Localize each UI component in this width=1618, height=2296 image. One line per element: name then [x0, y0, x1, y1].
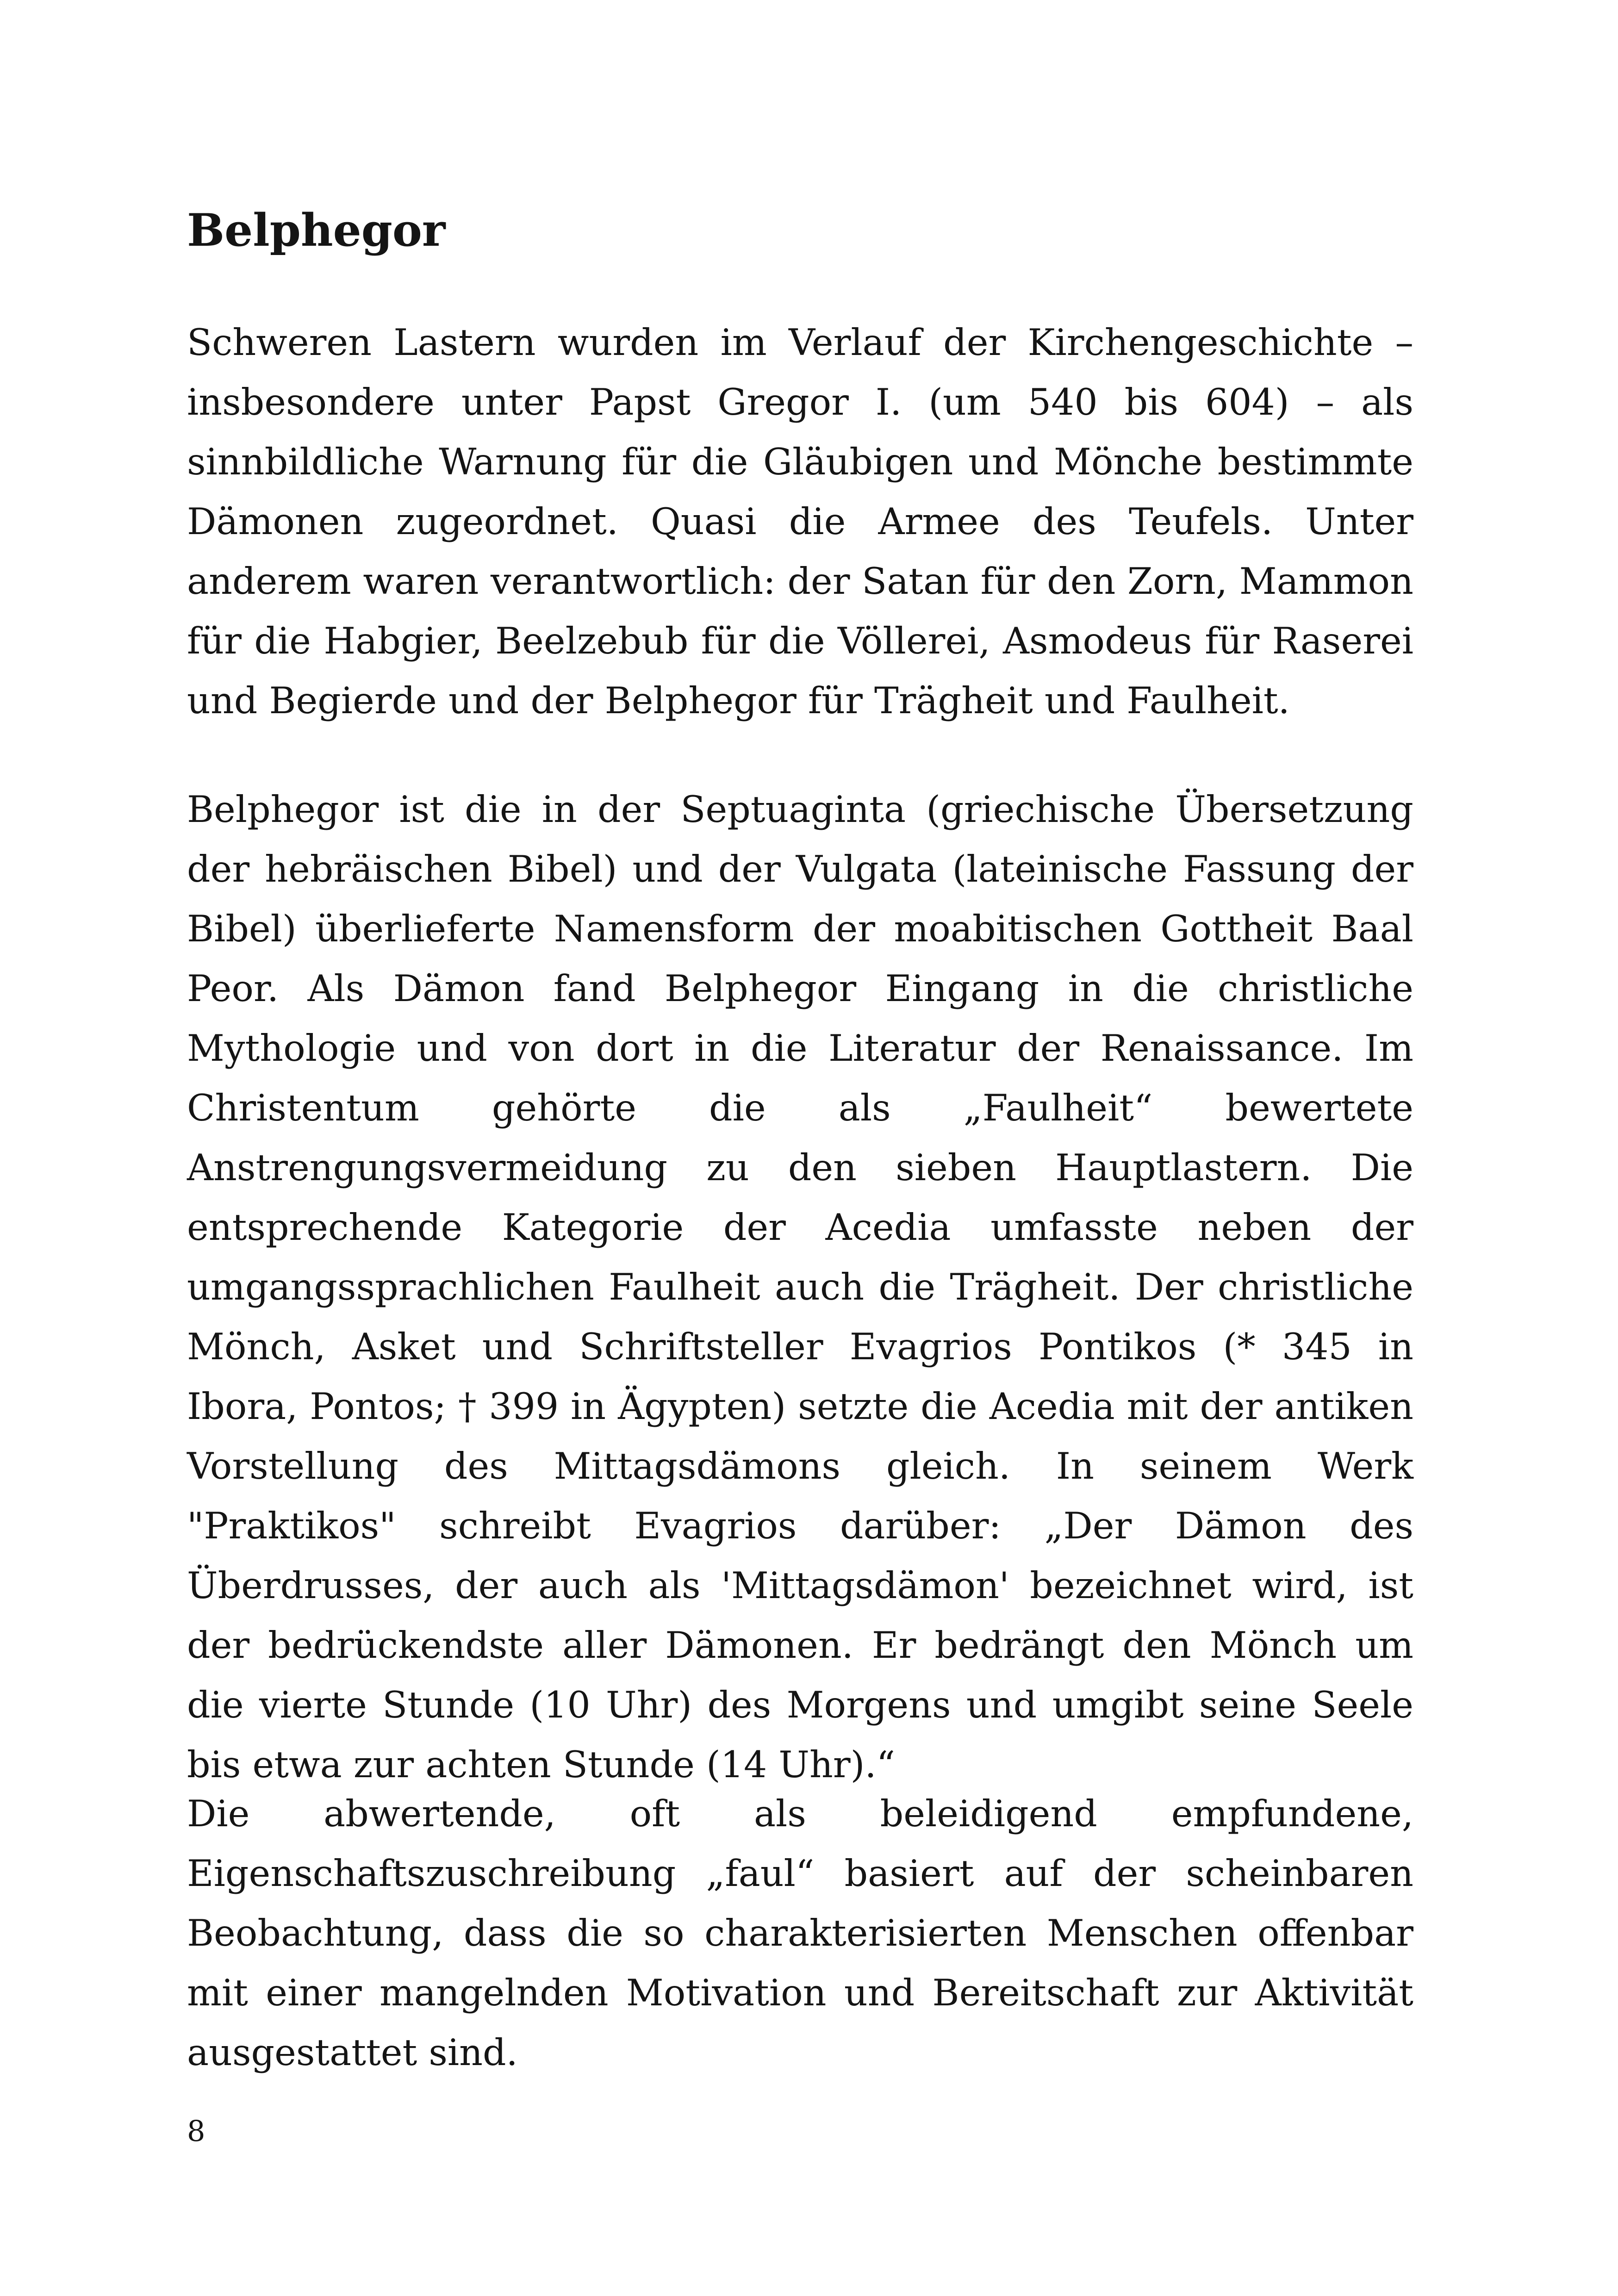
page-title: Belphegor [187, 204, 446, 256]
paragraph-3: Die abwertende, oft als beleidigend empfundene, Eigenschaftszuschreibung „faul“ basiert auf der scheinbaren Beobachtung, dass die so charakterisierten Menschen offenbar mit einer mangelnden Motivation und Bereitschaft zur Aktivität ausgestattet sind. [187, 1792, 1413, 2074]
paragraph-1: Schweren Lastern wurden im Verlauf der Kirchengeschichte – insbesondere unter Papst Gregor I. (um 540 bis 604) – als sinnbildliche Warnung für die Gläubigen und Mönche bestimmte Dämonen zugeordnet. Quasi die Armee des Teufels. Unter anderem waren verantwortlich: der Satan für den Zorn, Mammon für die Habgier, Beelzebub für die Völlerei, Asmodeus für Raserei und Begierde und der Belphegor für Trägheit und Faulheit. [187, 321, 1413, 722]
page-number: 8 [187, 2114, 205, 2148]
paragraph-2: Belphegor ist die in der Septuaginta (griechische Übersetzung der hebräischen Bibel) und der Vulgata (lateinische Fassung der Bibel) überlieferte Namensform der moabitischen Gottheit Baal Peor. Als Dämon fand Belphegor Eingang in die christliche Mythologie und von dort in die Literatur der Renaissance. Im Christentum gehörte die als „Faulheit“ bewertete Anstrengungsvermeidung zu den sieben Hauptlastern. Die entsprechende Kategorie der Acedia umfasste neben der umgangssprachlichen Faulheit auch die Trägheit. Der christliche Mönch, Asket und Schriftsteller Evagrios Pontikos (* 345 in Ibora, Pontos; † 399 in Ägypten) setzte die Acedia mit der antiken Vorstellung des Mittagsdämons gleich. In seinem Werk "Praktikos" schreibt Evagrios darüber: „Der Dämon des Überdrusses, der auch als 'Mittagsdämon' bezeichnet wird, ist der bedrückendste aller Dämonen. Er bedrängt den Mönch um die vierte Stunde (10 Uhr) des Morgens und umgibt seine Seele bis etwa zur achten Stunde (14 Uhr).“ [187, 788, 1413, 1786]
